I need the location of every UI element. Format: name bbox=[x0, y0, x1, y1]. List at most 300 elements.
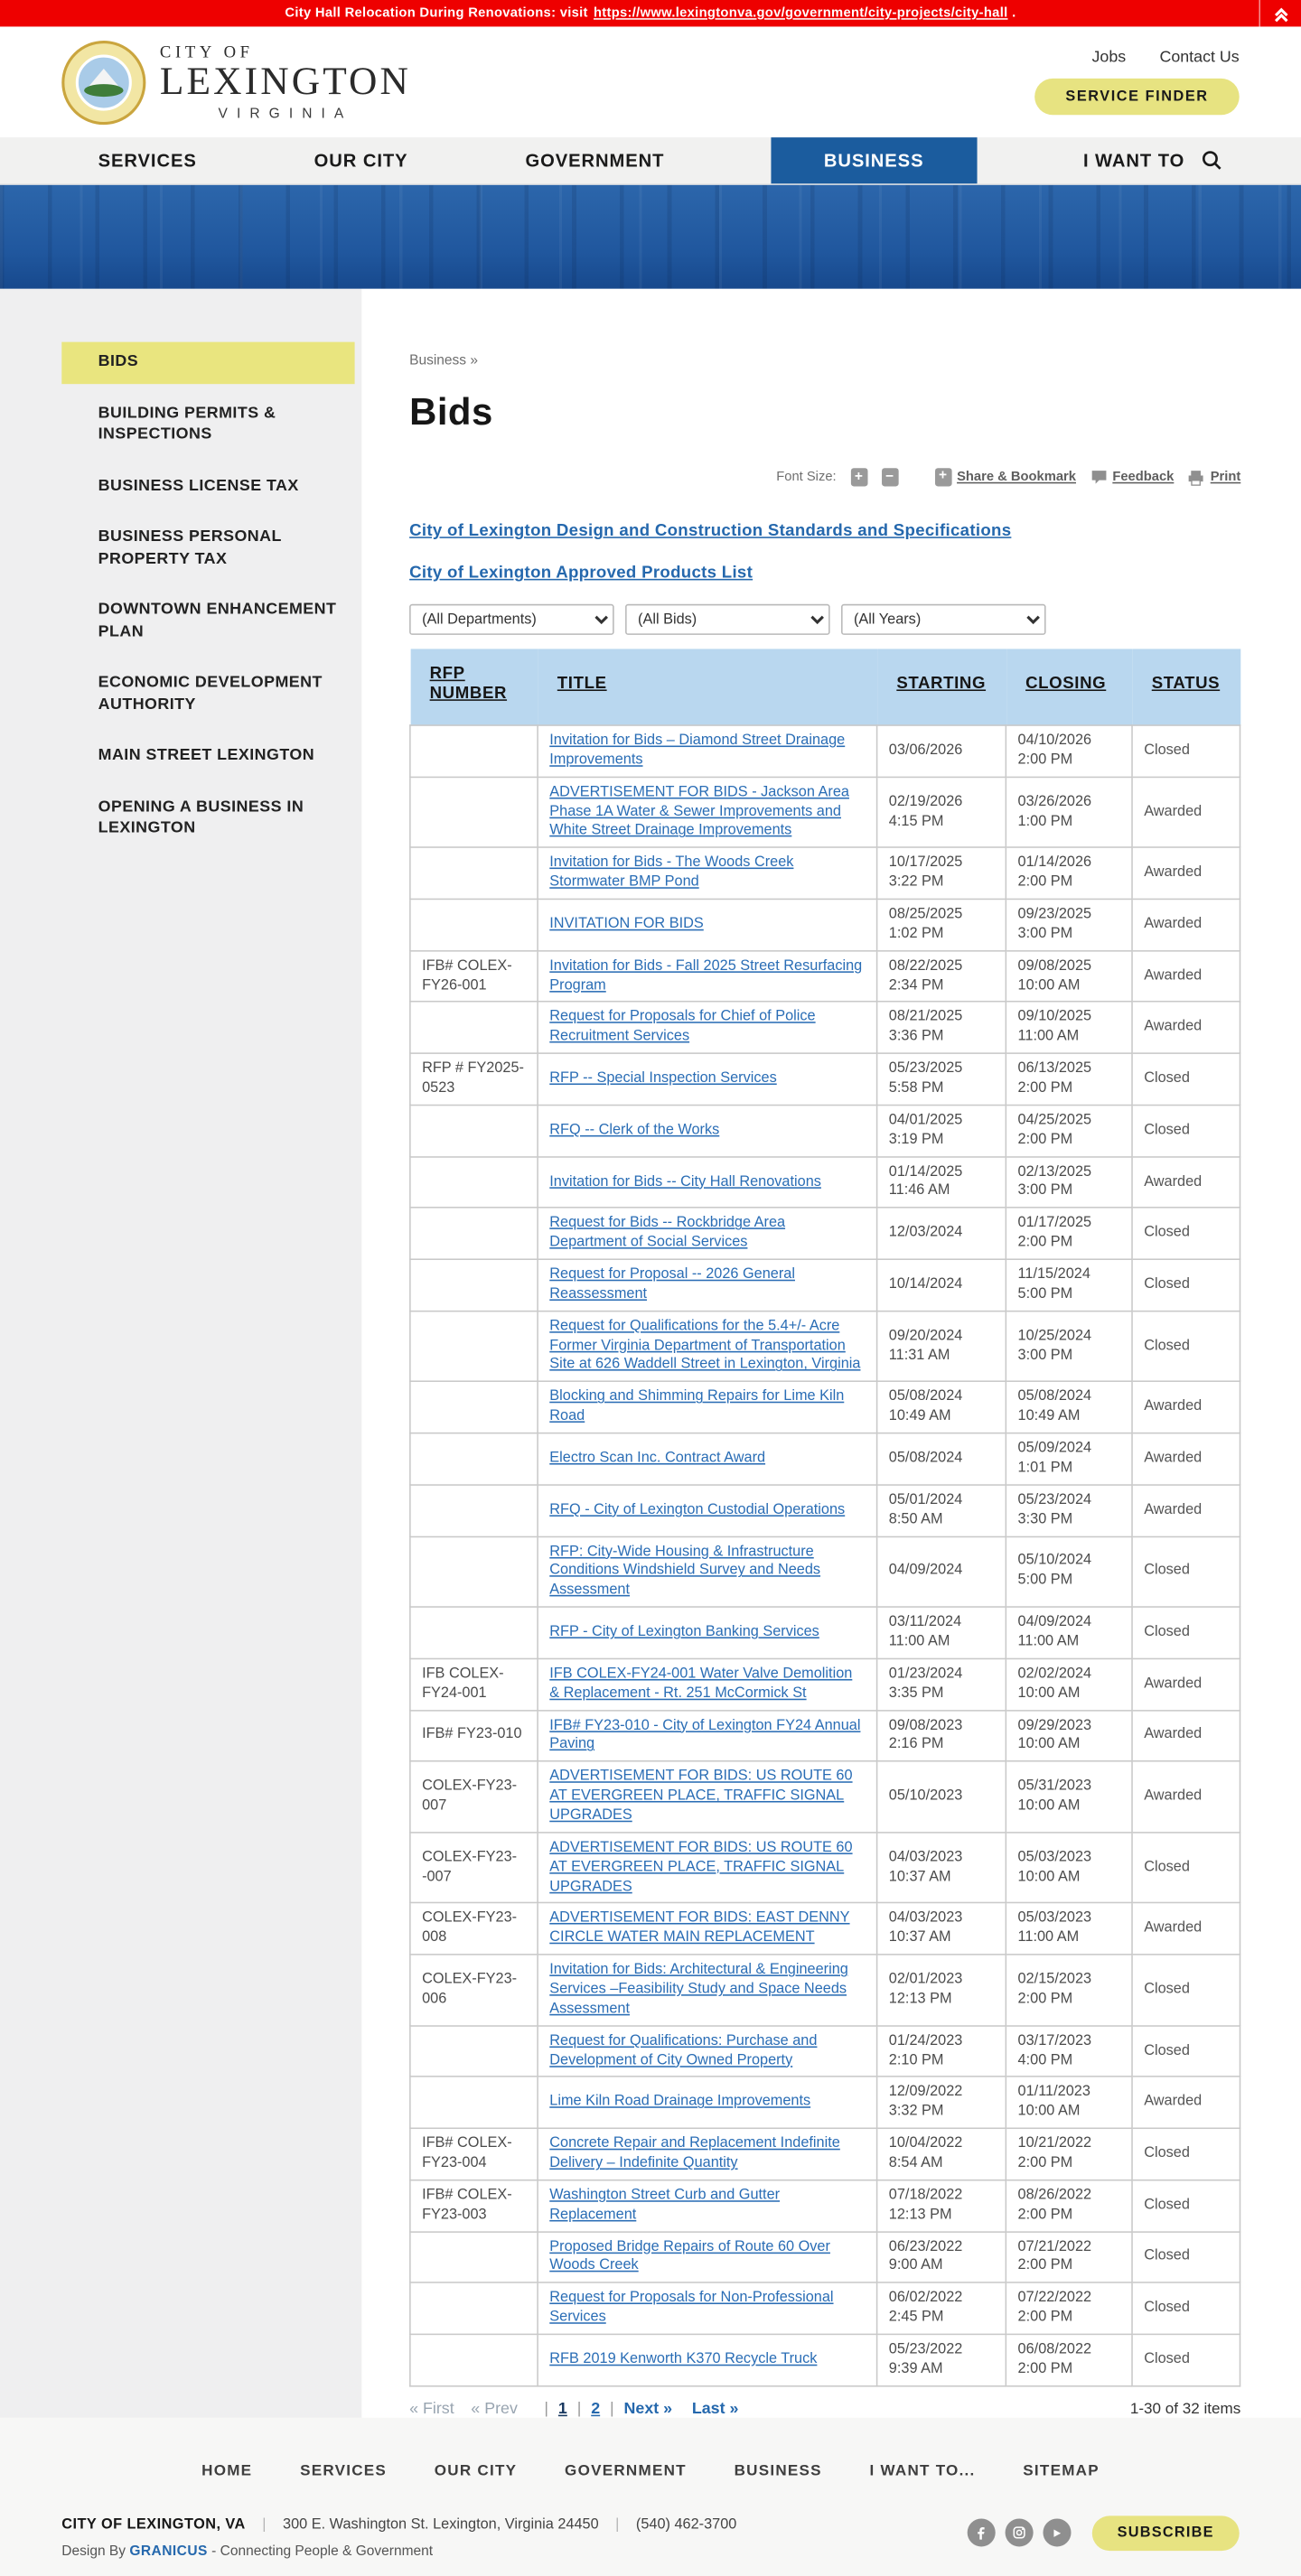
alert-banner bbox=[0, 0, 1301, 26]
pagination-last[interactable]: Last » bbox=[691, 2400, 739, 2418]
table-row bbox=[410, 1382, 1240, 1433]
status-cell: Closed bbox=[1132, 1955, 1240, 2025]
bid-title-link[interactable]: IFB# FY23-010 - City of Lexington FY24 Annual Paving bbox=[549, 1716, 861, 1753]
closing-cell: 07/22/2022 2:00 PM bbox=[1006, 2282, 1132, 2334]
closing-cell: 02/15/2023 2:00 PM bbox=[1006, 1955, 1132, 2025]
instagram-icon bbox=[1012, 2526, 1026, 2541]
closing-cell: 04/10/2026 2:00 PM bbox=[1006, 725, 1132, 777]
table-row bbox=[410, 2077, 1240, 2129]
rfp-number-cell bbox=[410, 1433, 538, 1485]
footer-nav-link[interactable]: SITEMAP bbox=[1023, 2461, 1100, 2479]
content-link[interactable]: City of Lexington Approved Products List bbox=[409, 562, 753, 582]
status-cell: Awarded bbox=[1132, 1485, 1240, 1536]
bids-table bbox=[409, 649, 1240, 2386]
title-cell bbox=[538, 1002, 877, 1053]
bid-title-link[interactable]: Request for Proposals for Non-Professional Services bbox=[549, 2289, 834, 2326]
site-logo[interactable] bbox=[61, 40, 411, 124]
nav-item[interactable]: BUSINESS bbox=[771, 137, 978, 183]
title-cell bbox=[538, 1903, 877, 1955]
closing-cell: 09/29/2023 10:00 AM bbox=[1006, 1710, 1132, 1761]
banner-collapse-button[interactable] bbox=[1259, 0, 1289, 26]
title-cell bbox=[538, 1259, 877, 1311]
starting-cell: 02/19/2026 4:15 PM bbox=[877, 777, 1006, 847]
starting-cell: 06/23/2022 9:00 AM bbox=[877, 2231, 1006, 2282]
table-row bbox=[410, 2282, 1240, 2334]
title-cell bbox=[538, 2179, 877, 2231]
closing-cell: 06/13/2025 2:00 PM bbox=[1006, 1053, 1132, 1105]
closing-cell: 05/23/2024 3:30 PM bbox=[1006, 1485, 1132, 1536]
rfp-number-cell: IFB# COLEX-FY23-003 bbox=[410, 2179, 538, 2231]
footer-nav-link[interactable]: SERVICES bbox=[300, 2461, 388, 2479]
rfp-number-cell: IFB COLEX-FY24-001 bbox=[410, 1658, 538, 1710]
footer-nav-link[interactable]: I WANT TO... bbox=[869, 2461, 976, 2479]
title-cell bbox=[538, 777, 877, 847]
table-row bbox=[410, 2334, 1240, 2385]
starting-cell: 10/14/2024 bbox=[877, 1259, 1006, 1311]
title-cell bbox=[538, 1710, 877, 1761]
bid-title-link[interactable]: RFP - City of Lexington Banking Services bbox=[549, 1622, 819, 1640]
table-row bbox=[410, 1903, 1240, 1955]
table-row bbox=[410, 1002, 1240, 1053]
starting-cell: 04/03/2023 10:37 AM bbox=[877, 1833, 1006, 1903]
title-cell bbox=[538, 847, 877, 899]
page-title: Bids bbox=[409, 390, 493, 434]
title-cell bbox=[538, 1485, 877, 1536]
column-header-rfp[interactable]: RFP NUMBER bbox=[410, 649, 538, 725]
title-cell bbox=[538, 1156, 877, 1208]
status-cell: Awarded bbox=[1132, 950, 1240, 1002]
status-cell: Closed bbox=[1132, 1833, 1240, 1903]
pagination-page-1[interactable]: 1 bbox=[557, 2400, 567, 2418]
table-row bbox=[410, 1105, 1240, 1156]
bid-title-link[interactable]: Proposed Bridge Repairs of Route 60 Over Woods Creek bbox=[549, 2237, 830, 2274]
closing-cell: 04/09/2024 11:00 AM bbox=[1006, 1607, 1132, 1658]
feedback-bubble-icon bbox=[1090, 470, 1108, 485]
site-header bbox=[0, 26, 1301, 137]
closing-cell: 05/03/2023 11:00 AM bbox=[1006, 1903, 1132, 1955]
rfp-number-cell bbox=[410, 2282, 538, 2334]
closing-cell: 11/15/2024 5:00 PM bbox=[1006, 1259, 1132, 1311]
search-icon bbox=[1202, 150, 1222, 171]
starting-cell: 08/25/2025 1:02 PM bbox=[877, 899, 1006, 950]
filter-select[interactable] bbox=[625, 604, 830, 635]
table-row bbox=[410, 2128, 1240, 2179]
bid-title-link[interactable]: RFP -- Special Inspection Services bbox=[549, 1069, 777, 1087]
status-cell: Closed bbox=[1132, 2282, 1240, 2334]
closing-cell: 03/17/2023 4:00 PM bbox=[1006, 2026, 1132, 2077]
header-utility-link[interactable]: Jobs bbox=[1091, 49, 1127, 66]
status-cell: Closed bbox=[1132, 2334, 1240, 2385]
bid-title-link[interactable]: Invitation for Bids -- City Hall Renovations bbox=[549, 1172, 821, 1190]
rfp-number-cell bbox=[410, 725, 538, 777]
table-row bbox=[410, 1658, 1240, 1710]
footer-phone: (540) 462-3700 bbox=[635, 2515, 737, 2533]
table-row bbox=[410, 1485, 1240, 1536]
title-cell bbox=[538, 2282, 877, 2334]
rfp-number-cell bbox=[410, 2077, 538, 2129]
starting-cell: 02/01/2023 12:13 PM bbox=[877, 1955, 1006, 2025]
starting-cell: 12/03/2024 bbox=[877, 1208, 1006, 1259]
starting-cell: 04/09/2024 bbox=[877, 1536, 1006, 1607]
table-row bbox=[410, 2231, 1240, 2282]
granicus-tagline: - Connecting People & Government bbox=[211, 2543, 434, 2560]
content-link[interactable]: City of Lexington Design and Construction Standards and Specifications bbox=[409, 519, 1012, 540]
bid-title-link[interactable]: Request for Proposals for Chief of Police Recruitment Services bbox=[549, 1008, 816, 1045]
pagination-summary: 1-30 of 32 items bbox=[1129, 2400, 1241, 2418]
footer-nav-link[interactable]: HOME bbox=[201, 2461, 253, 2479]
rfp-number-cell bbox=[410, 1382, 538, 1433]
table-row bbox=[410, 2026, 1240, 2077]
title-cell bbox=[538, 2026, 877, 2077]
rfp-number-cell: COLEX-FY23-006 bbox=[410, 1955, 538, 2025]
title-cell bbox=[538, 1382, 877, 1433]
table-row bbox=[410, 1156, 1240, 1208]
status-cell: Closed bbox=[1132, 1259, 1240, 1311]
starting-cell: 09/08/2023 2:16 PM bbox=[877, 1710, 1006, 1761]
bid-title-link[interactable]: Request for Proposal -- 2026 General Reassessment bbox=[549, 1265, 795, 1302]
rfp-number-cell: IFB# FY23-010 bbox=[410, 1710, 538, 1761]
header-utility-links bbox=[1092, 49, 1240, 66]
font-increase-button[interactable]: + bbox=[850, 468, 867, 486]
bid-title-link[interactable]: ADVERTISEMENT FOR BIDS - Jackson Area Phase 1A Water & Sewer Improvements and White Street Drainage Improvements bbox=[549, 782, 849, 839]
bid-title-link[interactable]: INVITATION FOR BIDS bbox=[549, 915, 704, 932]
pagination-prev[interactable]: « Prev bbox=[471, 2400, 518, 2418]
status-cell: Closed bbox=[1132, 725, 1240, 777]
closing-cell: 05/10/2024 5:00 PM bbox=[1006, 1536, 1132, 1607]
status-cell: Closed bbox=[1132, 1208, 1240, 1259]
subscribe-button[interactable]: SUBSCRIBE bbox=[1092, 2515, 1240, 2551]
starting-cell: 03/11/2024 11:00 AM bbox=[877, 1607, 1006, 1658]
bid-title-link[interactable]: IFB COLEX-FY24-001 Water Valve Demolition & Replacement - Rt. 251 McCormick St bbox=[549, 1665, 853, 1702]
bid-title-link[interactable]: Blocking and Shimming Repairs for Lime Kiln Road bbox=[549, 1387, 845, 1424]
title-cell bbox=[538, 2128, 877, 2179]
bid-title-link[interactable]: RFP: City-Wide Housing & Infrastructure Conditions Windshield Survey and Needs Assessment bbox=[549, 1542, 821, 1599]
nav-item[interactable]: GOVERNMENT bbox=[525, 150, 665, 172]
rfp-number-cell bbox=[410, 1311, 538, 1381]
bid-title-link[interactable]: RFB 2019 Kenworth K370 Recycle Truck bbox=[549, 2350, 818, 2367]
starting-cell: 04/03/2023 10:37 AM bbox=[877, 1903, 1006, 1955]
closing-cell: 05/09/2024 1:01 PM bbox=[1006, 1433, 1132, 1485]
hero-image bbox=[0, 185, 1301, 289]
alert-text: City Hall Relocation During Renovations: visit bbox=[285, 5, 588, 22]
rfp-number-cell: COLEX-FY23-008 bbox=[410, 1903, 538, 1955]
footer-nav-link[interactable]: OUR CITY bbox=[434, 2461, 518, 2479]
search-button[interactable] bbox=[1196, 137, 1229, 183]
rfp-number-cell bbox=[410, 2026, 538, 2077]
youtube-icon bbox=[1051, 2526, 1063, 2539]
footer-nav-link[interactable]: BUSINESS bbox=[734, 2461, 822, 2479]
title-cell bbox=[538, 899, 877, 950]
starting-cell: 12/09/2022 3:32 PM bbox=[877, 2077, 1006, 2129]
font-size-label: Font Size: bbox=[776, 469, 837, 485]
starting-cell: 08/21/2025 3:36 PM bbox=[877, 1002, 1006, 1053]
bid-title-link[interactable]: Concrete Repair and Replacement Indefinite Delivery – Indefinite Quantity bbox=[549, 2134, 840, 2171]
rfp-number-cell bbox=[410, 2334, 538, 2385]
table-row bbox=[410, 1311, 1240, 1381]
nav-item[interactable]: SERVICES bbox=[98, 150, 197, 172]
closing-cell: 09/10/2025 11:00 AM bbox=[1006, 1002, 1132, 1053]
sidebar-item[interactable]: OPENING A BUSINESS IN LEXINGTON bbox=[98, 798, 304, 837]
closing-cell: 06/08/2022 2:00 PM bbox=[1006, 2334, 1132, 2385]
title-cell bbox=[538, 2334, 877, 2385]
status-cell: Awarded bbox=[1132, 1382, 1240, 1433]
closing-cell: 01/14/2026 2:00 PM bbox=[1006, 847, 1132, 899]
nav-item[interactable]: I WANT TO bbox=[1082, 150, 1185, 172]
instagram-link[interactable] bbox=[1006, 2519, 1034, 2547]
alert-suffix: . bbox=[1012, 5, 1016, 22]
footer-nav-link[interactable]: GOVERNMENT bbox=[565, 2461, 687, 2479]
table-row bbox=[410, 1536, 1240, 1607]
title-cell bbox=[538, 2077, 877, 2129]
status-cell: Awarded bbox=[1132, 1710, 1240, 1761]
nav-item[interactable]: OUR CITY bbox=[314, 150, 408, 172]
bid-title-link[interactable]: Electro Scan Inc. Contract Award bbox=[549, 1449, 766, 1467]
title-cell bbox=[538, 1311, 877, 1381]
table-row bbox=[410, 1053, 1240, 1105]
starting-cell: 08/22/2025 2:34 PM bbox=[877, 950, 1006, 1002]
page-toolbar bbox=[409, 468, 1240, 486]
status-cell: Closed bbox=[1132, 1536, 1240, 1607]
starting-cell: 01/23/2024 3:35 PM bbox=[877, 1658, 1006, 1710]
bid-title-link[interactable]: ADVERTISEMENT FOR BIDS: US ROUTE 60 AT EVERGREEN PLACE, TRAFFIC SIGNAL UPGRADES bbox=[549, 1838, 853, 1895]
status-cell: Awarded bbox=[1132, 847, 1240, 899]
closing-cell: 01/17/2025 2:00 PM bbox=[1006, 1208, 1132, 1259]
pagination: « First « Prev | 1 | 2 | Next » Last » 1-30 of 32 items bbox=[409, 2400, 1241, 2418]
bid-title-link[interactable]: ADVERTISEMENT FOR BIDS: EAST DENNY CIRCLE WATER MAIN REPLACEMENT bbox=[549, 1909, 850, 1946]
starting-cell: 01/14/2025 11:46 AM bbox=[877, 1156, 1006, 1208]
closing-cell: 05/31/2023 10:00 AM bbox=[1006, 1761, 1132, 1832]
feedback-link[interactable]: Feedback bbox=[1090, 470, 1175, 485]
bid-title-link[interactable]: Washington Street Curb and Gutter Replacement bbox=[549, 2186, 781, 2223]
sidebar-item[interactable]: BUILDING PERMITS & INSPECTIONS bbox=[98, 404, 276, 443]
closing-cell: 05/03/2023 10:00 AM bbox=[1006, 1833, 1132, 1903]
design-by-label: Design By bbox=[61, 2543, 126, 2560]
service-finder-button[interactable]: SERVICE FINDER bbox=[1034, 79, 1239, 115]
status-cell: Closed bbox=[1132, 1105, 1240, 1156]
closing-cell: 10/25/2024 3:00 PM bbox=[1006, 1311, 1132, 1381]
column-header-status[interactable]: STATUS bbox=[1132, 649, 1240, 725]
starting-cell: 05/08/2024 10:49 AM bbox=[877, 1382, 1006, 1433]
pagination-next[interactable]: Next » bbox=[623, 2400, 673, 2418]
table-row bbox=[410, 1955, 1240, 2025]
bid-title-link[interactable]: RFQ -- Clerk of the Works bbox=[549, 1121, 720, 1138]
rfp-number-cell bbox=[410, 1002, 538, 1053]
rfp-number-cell bbox=[410, 777, 538, 847]
youtube-link[interactable] bbox=[1043, 2519, 1071, 2547]
status-cell: Closed bbox=[1132, 1311, 1240, 1381]
closing-cell: 07/21/2022 2:00 PM bbox=[1006, 2231, 1132, 2282]
sidebar bbox=[0, 289, 361, 2418]
starting-cell: 01/24/2023 2:10 PM bbox=[877, 2026, 1006, 2077]
table-row bbox=[410, 1607, 1240, 1658]
title-cell bbox=[538, 1536, 877, 1607]
footer-org: CITY OF LEXINGTON, VA bbox=[61, 2515, 246, 2533]
status-cell: Awarded bbox=[1132, 1433, 1240, 1485]
title-cell bbox=[538, 1105, 877, 1156]
column-header-starting[interactable]: STARTING bbox=[877, 649, 1006, 725]
closing-cell: 04/25/2025 2:00 PM bbox=[1006, 1105, 1132, 1156]
status-cell: Awarded bbox=[1132, 2077, 1240, 2129]
rfp-number-cell bbox=[410, 1105, 538, 1156]
chevron-double-up-icon bbox=[1273, 5, 1290, 22]
rfp-number-cell: COLEX-FY23-007 bbox=[410, 1761, 538, 1832]
site-footer: HOME SERVICES OUR CITY GOVERNMENT BUSINESS I WANT TO... SITEMAP CITY OF LEXINGTON, VA | 300 E. Washington St. Lexington, Virginia 24450 | (540) 462-3700 Design By GRANICUS - Connecting People & Government SUBSCRIBE bbox=[0, 2417, 1301, 2575]
rfp-number-cell: IFB# COLEX-FY23-004 bbox=[410, 2128, 538, 2179]
starting-cell: 05/23/2025 5:58 PM bbox=[877, 1053, 1006, 1105]
footer-address: 300 E. Washington St. Lexington, Virginia 24450 bbox=[283, 2515, 599, 2533]
bid-title-link[interactable]: Lime Kiln Road Drainage Improvements bbox=[549, 2093, 811, 2110]
title-cell bbox=[538, 1053, 877, 1105]
rfp-number-cell bbox=[410, 1156, 538, 1208]
bid-title-link[interactable]: Invitation for Bids – Diamond Street Drainage Improvements bbox=[549, 731, 846, 769]
table-row bbox=[410, 777, 1240, 847]
status-cell: Awarded bbox=[1132, 1156, 1240, 1208]
table-header-row bbox=[410, 649, 1240, 725]
header-utility-link[interactable]: Contact Us bbox=[1159, 49, 1240, 66]
main-nav bbox=[0, 137, 1301, 185]
sidebar-item[interactable]: BIDS bbox=[61, 342, 354, 384]
table-row bbox=[410, 1761, 1240, 1832]
status-cell: Closed bbox=[1132, 2231, 1240, 2282]
starting-cell: 05/08/2024 bbox=[877, 1433, 1006, 1485]
rfp-number-cell bbox=[410, 1607, 538, 1658]
closing-cell: 09/23/2025 3:00 PM bbox=[1006, 899, 1132, 950]
starting-cell: 05/01/2024 8:50 AM bbox=[877, 1485, 1006, 1536]
starting-cell: 03/06/2026 bbox=[877, 725, 1006, 777]
rfp-number-cell bbox=[410, 899, 538, 950]
title-cell bbox=[538, 2231, 877, 2282]
title-cell bbox=[538, 1658, 877, 1710]
filter-select[interactable] bbox=[841, 604, 1046, 635]
table-row bbox=[410, 950, 1240, 1002]
sidebar-item[interactable]: MAIN STREET LEXINGTON bbox=[98, 747, 315, 764]
starting-cell: 10/04/2022 8:54 AM bbox=[877, 2128, 1006, 2179]
closing-cell: 01/11/2023 10:00 AM bbox=[1006, 2077, 1132, 2129]
rfp-number-cell bbox=[410, 847, 538, 899]
table-row bbox=[410, 1710, 1240, 1761]
status-cell: Awarded bbox=[1132, 1002, 1240, 1053]
city-seal-icon bbox=[61, 40, 145, 124]
sidebar-item[interactable]: DOWNTOWN ENHANCEMENT PLAN bbox=[98, 601, 337, 640]
title-cell bbox=[538, 1208, 877, 1259]
print-link[interactable]: Print bbox=[1188, 469, 1240, 486]
status-cell: Closed bbox=[1132, 1607, 1240, 1658]
alert-link[interactable]: https://www.lexingtonva.gov/government/city-projects/city-hall bbox=[593, 5, 1008, 22]
sidebar-item[interactable]: BUSINESS PERSONAL PROPERTY TAX bbox=[98, 528, 282, 567]
status-cell: Awarded bbox=[1132, 1761, 1240, 1832]
starting-cell: 07/18/2022 12:13 PM bbox=[877, 2179, 1006, 2231]
print-icon bbox=[1188, 469, 1205, 486]
rfp-number-cell bbox=[410, 1485, 538, 1536]
starting-cell: 04/01/2025 3:19 PM bbox=[877, 1105, 1006, 1156]
column-header-closing[interactable]: CLOSING bbox=[1006, 649, 1132, 725]
closing-cell: 10/21/2022 2:00 PM bbox=[1006, 2128, 1132, 2179]
table-row bbox=[410, 1208, 1240, 1259]
closing-cell: 02/13/2025 3:00 PM bbox=[1006, 1156, 1132, 1208]
bid-title-link[interactable]: ADVERTISEMENT FOR BIDS: US ROUTE 60 AT EVERGREEN PLACE, TRAFFIC SIGNAL UPGRADES bbox=[549, 1768, 853, 1824]
bid-title-link[interactable]: Request for Qualifications for the 5.4+/- Acre Former Virginia Department of Transportation Site at 626 Waddell Street in Lexington, Virginia bbox=[549, 1317, 861, 1373]
bid-title-link[interactable]: Invitation for Bids - Fall 2025 Street Resurfacing Program bbox=[549, 957, 863, 994]
table-row bbox=[410, 847, 1240, 899]
title-cell bbox=[538, 1955, 877, 2025]
starting-cell: 06/02/2022 2:45 PM bbox=[877, 2282, 1006, 2334]
closing-cell: 02/02/2024 10:00 AM bbox=[1006, 1658, 1132, 1710]
logo-lexington: LEXINGTON bbox=[159, 59, 412, 104]
bid-title-link[interactable]: RFQ - City of Lexington Custodial Operations bbox=[549, 1500, 846, 1518]
closing-cell: 05/08/2024 10:49 AM bbox=[1006, 1382, 1132, 1433]
granicus-link[interactable]: GRANICUS bbox=[129, 2543, 208, 2560]
starting-cell: 10/17/2025 3:22 PM bbox=[877, 847, 1006, 899]
filters bbox=[409, 604, 1240, 635]
closing-cell: 03/26/2026 1:00 PM bbox=[1006, 777, 1132, 847]
share-bookmark-link[interactable]: + Share & Bookmark bbox=[934, 468, 1076, 486]
starting-cell: 05/10/2023 bbox=[877, 1761, 1006, 1832]
sidebar-item[interactable]: BUSINESS LICENSE TAX bbox=[98, 477, 299, 495]
status-cell: Closed bbox=[1132, 1053, 1240, 1105]
closing-cell: 09/08/2025 10:00 AM bbox=[1006, 950, 1132, 1002]
bid-title-link[interactable]: Request for Bids -- Rockbridge Area Department of Social Services bbox=[549, 1214, 786, 1251]
pagination-page-2[interactable]: 2 bbox=[591, 2400, 601, 2418]
bid-title-link[interactable]: Invitation for Bids - The Woods Creek Stormwater BMP Pond bbox=[549, 854, 794, 891]
title-cell bbox=[538, 1761, 877, 1832]
rfp-number-cell: RFP # FY2025-0523 bbox=[410, 1053, 538, 1105]
rfp-number-cell bbox=[410, 2231, 538, 2282]
title-cell bbox=[538, 1433, 877, 1485]
status-cell: Awarded bbox=[1132, 1658, 1240, 1710]
bid-title-link[interactable]: Invitation for Bids: Architectural & Engineering Services –Feasibility Study and Space Needs Assessment bbox=[549, 1961, 848, 2017]
rfp-number-cell bbox=[410, 1259, 538, 1311]
table-row bbox=[410, 1833, 1240, 1903]
logo-virginia: VIRGINIA bbox=[218, 106, 353, 122]
main-content bbox=[361, 289, 1301, 2418]
logo-city-of: CITY OF bbox=[159, 41, 254, 61]
starting-cell: 09/20/2024 11:31 AM bbox=[877, 1311, 1006, 1381]
rfp-number-cell: COLEX-FY23--007 bbox=[410, 1833, 538, 1903]
title-cell bbox=[538, 1607, 877, 1658]
status-cell: Closed bbox=[1132, 2179, 1240, 2231]
font-decrease-button[interactable]: − bbox=[881, 468, 898, 486]
table-row bbox=[410, 2179, 1240, 2231]
status-cell: Awarded bbox=[1132, 1903, 1240, 1955]
filter-select[interactable] bbox=[409, 604, 614, 635]
breadcrumb[interactable]: Business » bbox=[409, 353, 479, 369]
status-cell: Closed bbox=[1132, 2026, 1240, 2077]
closing-cell: 08/26/2022 2:00 PM bbox=[1006, 2179, 1132, 2231]
status-cell: Closed bbox=[1132, 2128, 1240, 2179]
pagination-first[interactable]: « First bbox=[409, 2400, 454, 2418]
starting-cell: 05/23/2022 9:39 AM bbox=[877, 2334, 1006, 2385]
table-row bbox=[410, 1433, 1240, 1485]
rfp-number-cell: IFB# COLEX-FY26-001 bbox=[410, 950, 538, 1002]
table-row bbox=[410, 1259, 1240, 1311]
share-plus-icon: + bbox=[934, 468, 951, 486]
sidebar-item[interactable]: ECONOMIC DEVELOPMENT AUTHORITY bbox=[98, 674, 323, 714]
rfp-number-cell bbox=[410, 1536, 538, 1607]
column-header-title[interactable]: TITLE bbox=[538, 649, 877, 725]
facebook-link[interactable] bbox=[968, 2519, 996, 2547]
table-row bbox=[410, 899, 1240, 950]
title-cell bbox=[538, 950, 877, 1002]
title-cell bbox=[538, 1833, 877, 1903]
footer-nav bbox=[0, 2462, 1301, 2479]
status-cell: Awarded bbox=[1132, 899, 1240, 950]
status-cell: Awarded bbox=[1132, 777, 1240, 847]
rfp-number-cell bbox=[410, 1208, 538, 1259]
facebook-icon bbox=[975, 2526, 987, 2539]
bid-title-link[interactable]: Request for Qualifications: Purchase and Development of City Owned Property bbox=[549, 2031, 818, 2068]
table-row bbox=[410, 725, 1240, 777]
title-cell bbox=[538, 725, 877, 777]
